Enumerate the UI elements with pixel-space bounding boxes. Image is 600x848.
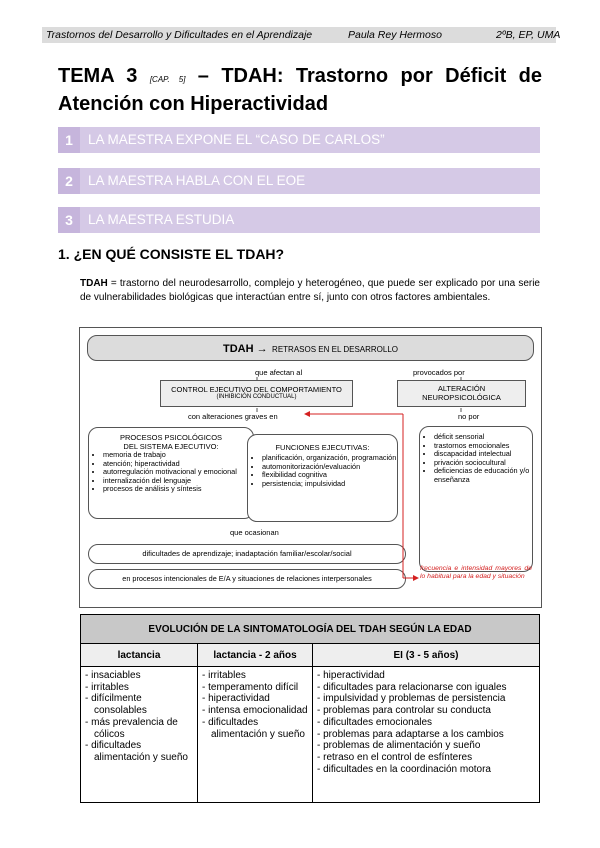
list-item: - irritables bbox=[85, 681, 129, 693]
title-cap: [CAP. 5] bbox=[149, 75, 186, 84]
dificultades-box: dificultades de aprendizaje; inadaptación familiar/escolar/social bbox=[88, 544, 406, 564]
section-label: LA MAESTRA EXPONE EL “CASO DE CARLOS” bbox=[88, 132, 385, 147]
que-afectan-label: que afectan al bbox=[255, 368, 303, 377]
section-number: 3 bbox=[58, 207, 80, 233]
list-item: • flexibilidad cognitiva bbox=[262, 471, 397, 480]
list-item: - dificultades alimentación y sueño bbox=[202, 716, 305, 740]
symptom-evolution-table bbox=[80, 614, 540, 803]
list-item: - intensa emocionalidad bbox=[202, 705, 308, 717]
list-item: - dificultades en la coordinación motora bbox=[317, 763, 491, 775]
section-number: 2 bbox=[58, 168, 80, 194]
list-item: - dificultades para relacionarse con iguales bbox=[317, 681, 507, 693]
list-item: • autorregulación motivacional y emocional bbox=[103, 468, 253, 477]
red-arrowhead-right bbox=[413, 575, 419, 581]
alteracion-line-1: ALTERACIÓN bbox=[437, 384, 486, 393]
red-arrowhead-left bbox=[304, 411, 310, 417]
list-item: - hiperactividad bbox=[317, 670, 385, 681]
control-subtitle: (INHIBICIÓN CONDUCTUAL) bbox=[216, 394, 297, 400]
procesos-intencionales-box: en procesos intencionales de E/A y situaciones de relaciones interpersonales bbox=[88, 569, 406, 589]
list-item: - más prevalencia de cólicos bbox=[85, 716, 178, 740]
list-item: - hiperactividad bbox=[202, 693, 270, 705]
list-item: • procesos de análisis y síntesis bbox=[103, 485, 253, 494]
list-item: • memoria de trabajo bbox=[103, 451, 253, 460]
funciones-title: FUNCIONES EJECUTIVAS: bbox=[275, 443, 370, 452]
column-header: lactancia - 2 años bbox=[198, 644, 313, 667]
definition-term: TDAH bbox=[80, 278, 108, 289]
title-rest: – TDAH: Trastorno por Déficit de Atención con Hiperactividad bbox=[58, 65, 542, 115]
frecuencia-note: frecuencia e intensidad mayores de lo habitual para la edad y situación bbox=[420, 565, 532, 580]
list-item: - problemas para adaptarse a los cambios bbox=[317, 728, 504, 740]
que-ocasionan-label: que ocasionan bbox=[230, 528, 279, 537]
table-cell-ei bbox=[313, 667, 540, 803]
definition-text: = trastorno del neurodesarrollo, complejo y heterogéneo, que puede ser explicado por una serie de vulnerabilidades biológicas que interactúan entre sí, junto con otros factores ambientales. bbox=[80, 278, 540, 303]
header-course: Trastornos del Desarrollo y Dificultades en el Aprendizaje bbox=[46, 29, 313, 41]
page-header bbox=[42, 27, 561, 43]
column-header: lactancia bbox=[81, 644, 198, 667]
list-item: - difícilmente consolables bbox=[85, 693, 147, 717]
header-author: Paula Rey Hermoso bbox=[348, 29, 442, 41]
list-item: • planificación, organización, programación bbox=[262, 454, 397, 463]
no-por-label: no por bbox=[458, 412, 480, 421]
list-item: - impulsividad y problemas de persistencia bbox=[317, 693, 506, 705]
section-band-1 bbox=[58, 127, 540, 153]
list-item: • privación sociocultural bbox=[434, 459, 532, 468]
section-band-3 bbox=[58, 207, 540, 233]
title-tema: TEMA 3 bbox=[58, 65, 138, 87]
list-item: • deficiencias de educación y/o enseñanza bbox=[434, 467, 532, 484]
table-cell-lactancia bbox=[81, 667, 198, 803]
list-item: - irritables bbox=[202, 670, 246, 681]
header-group: 2ºB, EP, UMA bbox=[496, 29, 561, 41]
list-item: - insaciables bbox=[85, 670, 141, 681]
section-number: 1 bbox=[58, 127, 80, 153]
control-title: CONTROL EJECUTIVO DEL COMPORTAMIENTO bbox=[171, 385, 342, 394]
list-item: • trastornos emocionales bbox=[434, 442, 532, 451]
list-item: • discapacidad intelectual bbox=[434, 450, 532, 459]
list-item: - dificultades alimentación y sueño bbox=[85, 740, 188, 763]
section-label: LA MAESTRA HABLA CON EL EOE bbox=[88, 173, 306, 188]
diagram-title-rest: RETRASOS EN EL DESARROLLO bbox=[272, 345, 399, 354]
list-item: • internalización del lenguaje bbox=[103, 477, 253, 486]
table-cell-lactancia-2-anos bbox=[198, 667, 313, 803]
diagram-connectors bbox=[80, 328, 541, 607]
list-item: • persistencia; impulsividad bbox=[262, 480, 397, 489]
alteracion-line-2: NEUROPSICOLÓGICA bbox=[422, 393, 501, 402]
diagram-title-bold: TDAH → bbox=[222, 343, 268, 355]
section-label: LA MAESTRA ESTUDIA bbox=[88, 212, 235, 227]
list-item: - dificultades emocionales bbox=[317, 716, 433, 728]
list-item: • déficit sensorial bbox=[434, 433, 532, 442]
section-heading: 1. ¿EN QUÉ CONSISTE EL TDAH? bbox=[58, 246, 285, 262]
provocados-label: provocados por bbox=[413, 368, 465, 377]
definition-paragraph bbox=[80, 277, 540, 305]
procesos-title-1: PROCESOS PSICOLÓGICOS bbox=[119, 433, 223, 442]
table-title: EVOLUCIÓN DE LA SINTOMATOLOGÍA DEL TDAH SEGÚN LA EDAD bbox=[81, 615, 540, 644]
procesos-title-2: DEL SISTEMA EJECUTIVO: bbox=[123, 442, 219, 451]
list-item: • atención; hiperactividad bbox=[103, 460, 253, 469]
tdah-diagram bbox=[79, 327, 542, 608]
list-item: • automonitorización/evaluación bbox=[262, 463, 397, 472]
list-item: - problemas de alimentación y sueño bbox=[317, 740, 481, 752]
page-title bbox=[58, 64, 542, 117]
list-item: - temperamento difícil bbox=[202, 681, 299, 693]
list-item: - problemas para controlar su conducta bbox=[317, 705, 491, 717]
section-band-2 bbox=[58, 168, 540, 194]
con-alteraciones-label: con alteraciones graves en bbox=[188, 412, 278, 421]
list-item: - retraso en el control de esfínteres bbox=[317, 751, 473, 763]
column-header: EI (3 - 5 años) bbox=[313, 644, 540, 667]
